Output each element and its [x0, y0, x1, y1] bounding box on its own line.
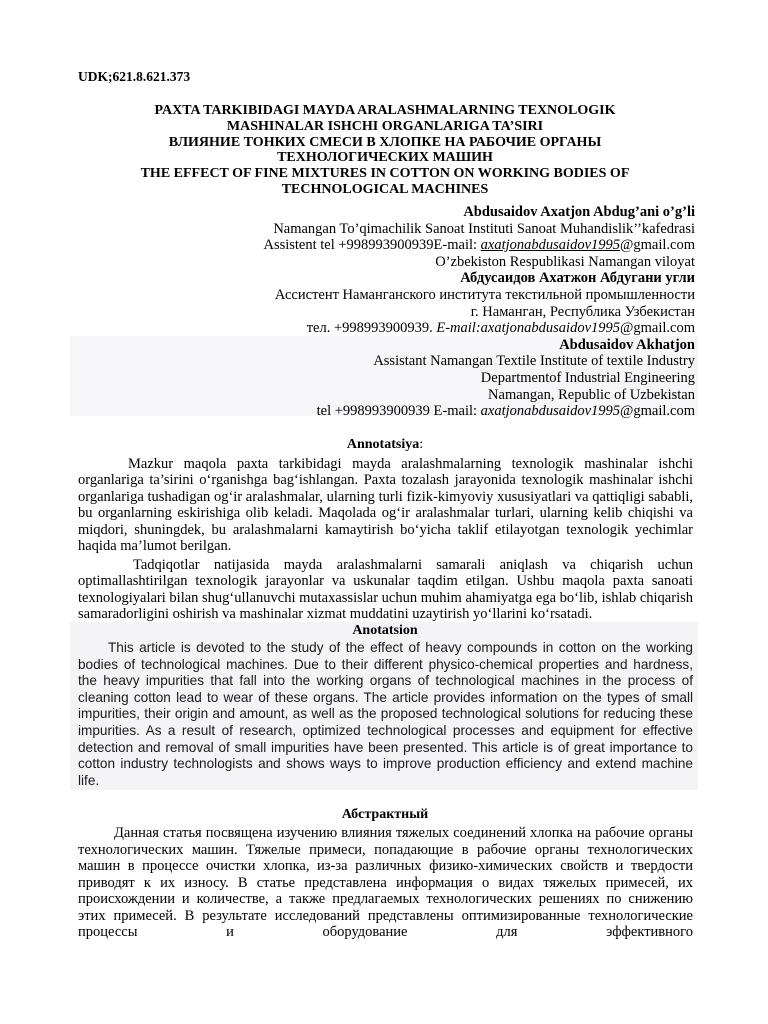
udk-code: UDK;621.8.621.373 [78, 69, 191, 84]
abstract-uz-heading-text: Annotatsiya [346, 437, 420, 452]
author-en-location: Namangan, Republic of Uzbekistan [488, 386, 695, 403]
author-en-email-domain: @gmail.com [620, 403, 695, 420]
author-uz-name: Abdusaidov Axatjon Abdug’ani o’g’li [463, 204, 695, 220]
author-ru-affiliation: Ассистент Наманганского института текстильной промышленности [274, 286, 695, 303]
author-uz-contact [263, 237, 695, 254]
author-ru-email-domain: @gmail.com [620, 320, 695, 337]
abstract-uz-heading [74, 437, 696, 453]
author-en-name: Abdusaidov Akhatjon [559, 336, 695, 353]
author-uz-location: O’zbekiston Respublikasi Namangan viloyat [435, 253, 695, 270]
author-ru-location: г. Наманган, Республика Узбекистан [470, 303, 695, 320]
abstract-en-paragraph: This article is devoted to the study of the effect of heavy compounds in cotton on the working bodies of technological machines. Due to their different physico-chemical properties and hardness, the heavy impurities that fall into the working organs of technological machines in the process of cleaning cotton lead to wear of these organs. The article provides information on the types of small impurities, their origin and amount, as well as the proposed technological solutions for reducing these impurities. As a result of research, optimized technological processes and equipment for effective detection and removal of small impurities have been presented. This article is of great importance to cotton industry technologists and shows ways to improve production efficiency and extend machine life. [78, 640, 693, 788]
author-ru-contact [263, 320, 695, 337]
title-ru-line2: ТЕХНОЛОГИЧЕСКИХ МАШИН [277, 150, 493, 166]
title-uz-line1: PAXTA TARKIBIDAGI MAYDA ARALASHMALARNING TEXNOLOGIK [154, 103, 616, 118]
author-uz-email-domain: @gmail.com [620, 237, 695, 254]
title-en-line2: TECHNOLOGICAL MACHINES [281, 181, 489, 197]
title-en-line1: THE EFFECT OF FINE MIXTURES IN COTTON ON WORKING BODIES OF [140, 166, 630, 182]
author-en-contact-prefix: tel +998993900939 E-mail: [316, 403, 481, 420]
author-ru-email-user: E-mail:axatjonabdusaidov1995 [436, 320, 621, 337]
author-uz-email-link[interactable]: axatjonabdusaidov1995 [480, 237, 621, 254]
abstract-ru-paragraph: Данная статья посвящена изучению влияния тяжелых соединений хлопка на рабочие органы технологических машин. Тяжелые примеси, попадающие в рабочие органы технологических машин в процессе очистки хлопка, из-за различных физико-химических свойств и твердости приводят к их износу. В статье представлена информация о видах тяжелых примесей, их происхождении и количестве, а также предлагаемых технологических решениях по снижению этих примесей. В результате исследований представлены оптимизированные технологические процессы и оборудование для эффективного [78, 825, 693, 940]
title-uz-line2: MASHINALAR ISHCHI ORGANLARIGA TA’SIRI [226, 118, 544, 134]
abstract-uz-paragraph-2: Tadqiqotlar natijasida mayda aralashmalarni samarali aniqlash va chiqarish uchun optimallashtirilgan texnologik jarayonlar va uskunalar taqdim etilgan. Ushbu maqola paxta sanoati texnologiyalari bilan shug‘ullanuvchi mutaxassislar uchun muhim ahamiyatga ega bo‘lib, ishlab chiqarish samaradorligini oshirish va mashinalar xizmat muddatini uzaytirish yo‘llarini ko‘rsatadi. [78, 557, 693, 623]
author-ru-contact-prefix: тел. +998993900939. [306, 320, 437, 337]
author-uz-contact-prefix: Assistent tel +998993900939E-mail: [263, 237, 481, 254]
author-en-affiliation: Assistant Namangan Textile Institute of textile Industry [373, 353, 695, 370]
author-en-contact [263, 403, 695, 420]
author-ru-name: Абдусаидов Ахатжон Абдугани угли [460, 270, 695, 287]
author-block [263, 204, 695, 420]
author-en-department: Departmentof Industrial Engineering [480, 369, 695, 386]
title-ru-line1: ВЛИЯНИЕ ТОНКИХ СМЕСИ В ХЛОПКЕ НА РАБОЧИЕ ОРГАНЫ [168, 134, 602, 150]
author-uz-affiliation: Namangan To’qimachilik Sanoat Instituti Sanoat Muhandislik’’kafedrasi [273, 220, 695, 237]
abstract-ru-heading: Абстрактный [341, 807, 429, 822]
abstract-uz-paragraph-1: Mazkur maqola paxta tarkibidagi mayda aralashmalarning texnologik mashinalar ishchi organlariga ta’sirini o‘rganishga bag‘ishlangan. Paxta tozalash jarayonida texnologik mashinalar ishchi organlariga tushadigan og‘ir aralashmalar, ularning turli fizik-kimyoviy xususiyatlari va qattiqligi sababli, bu organlarning eskirishiga olib keladi. Maqolada og‘ir aralashmalar turlari, ularning kelib chiqishi va miqdori, shuningdek, bu aralashmalarni kamaytirish bo‘yicha taklif etilayotgan texnologik yechimlar haqida ma’lumot berilgan. [78, 456, 693, 555]
abstract-uz-heading-colon: : [419, 437, 424, 452]
author-en-email-user: axatjonabdusaidov1995 [480, 403, 621, 420]
abstract-en-heading: Anotatsion [352, 623, 418, 638]
article-titles [74, 103, 696, 198]
